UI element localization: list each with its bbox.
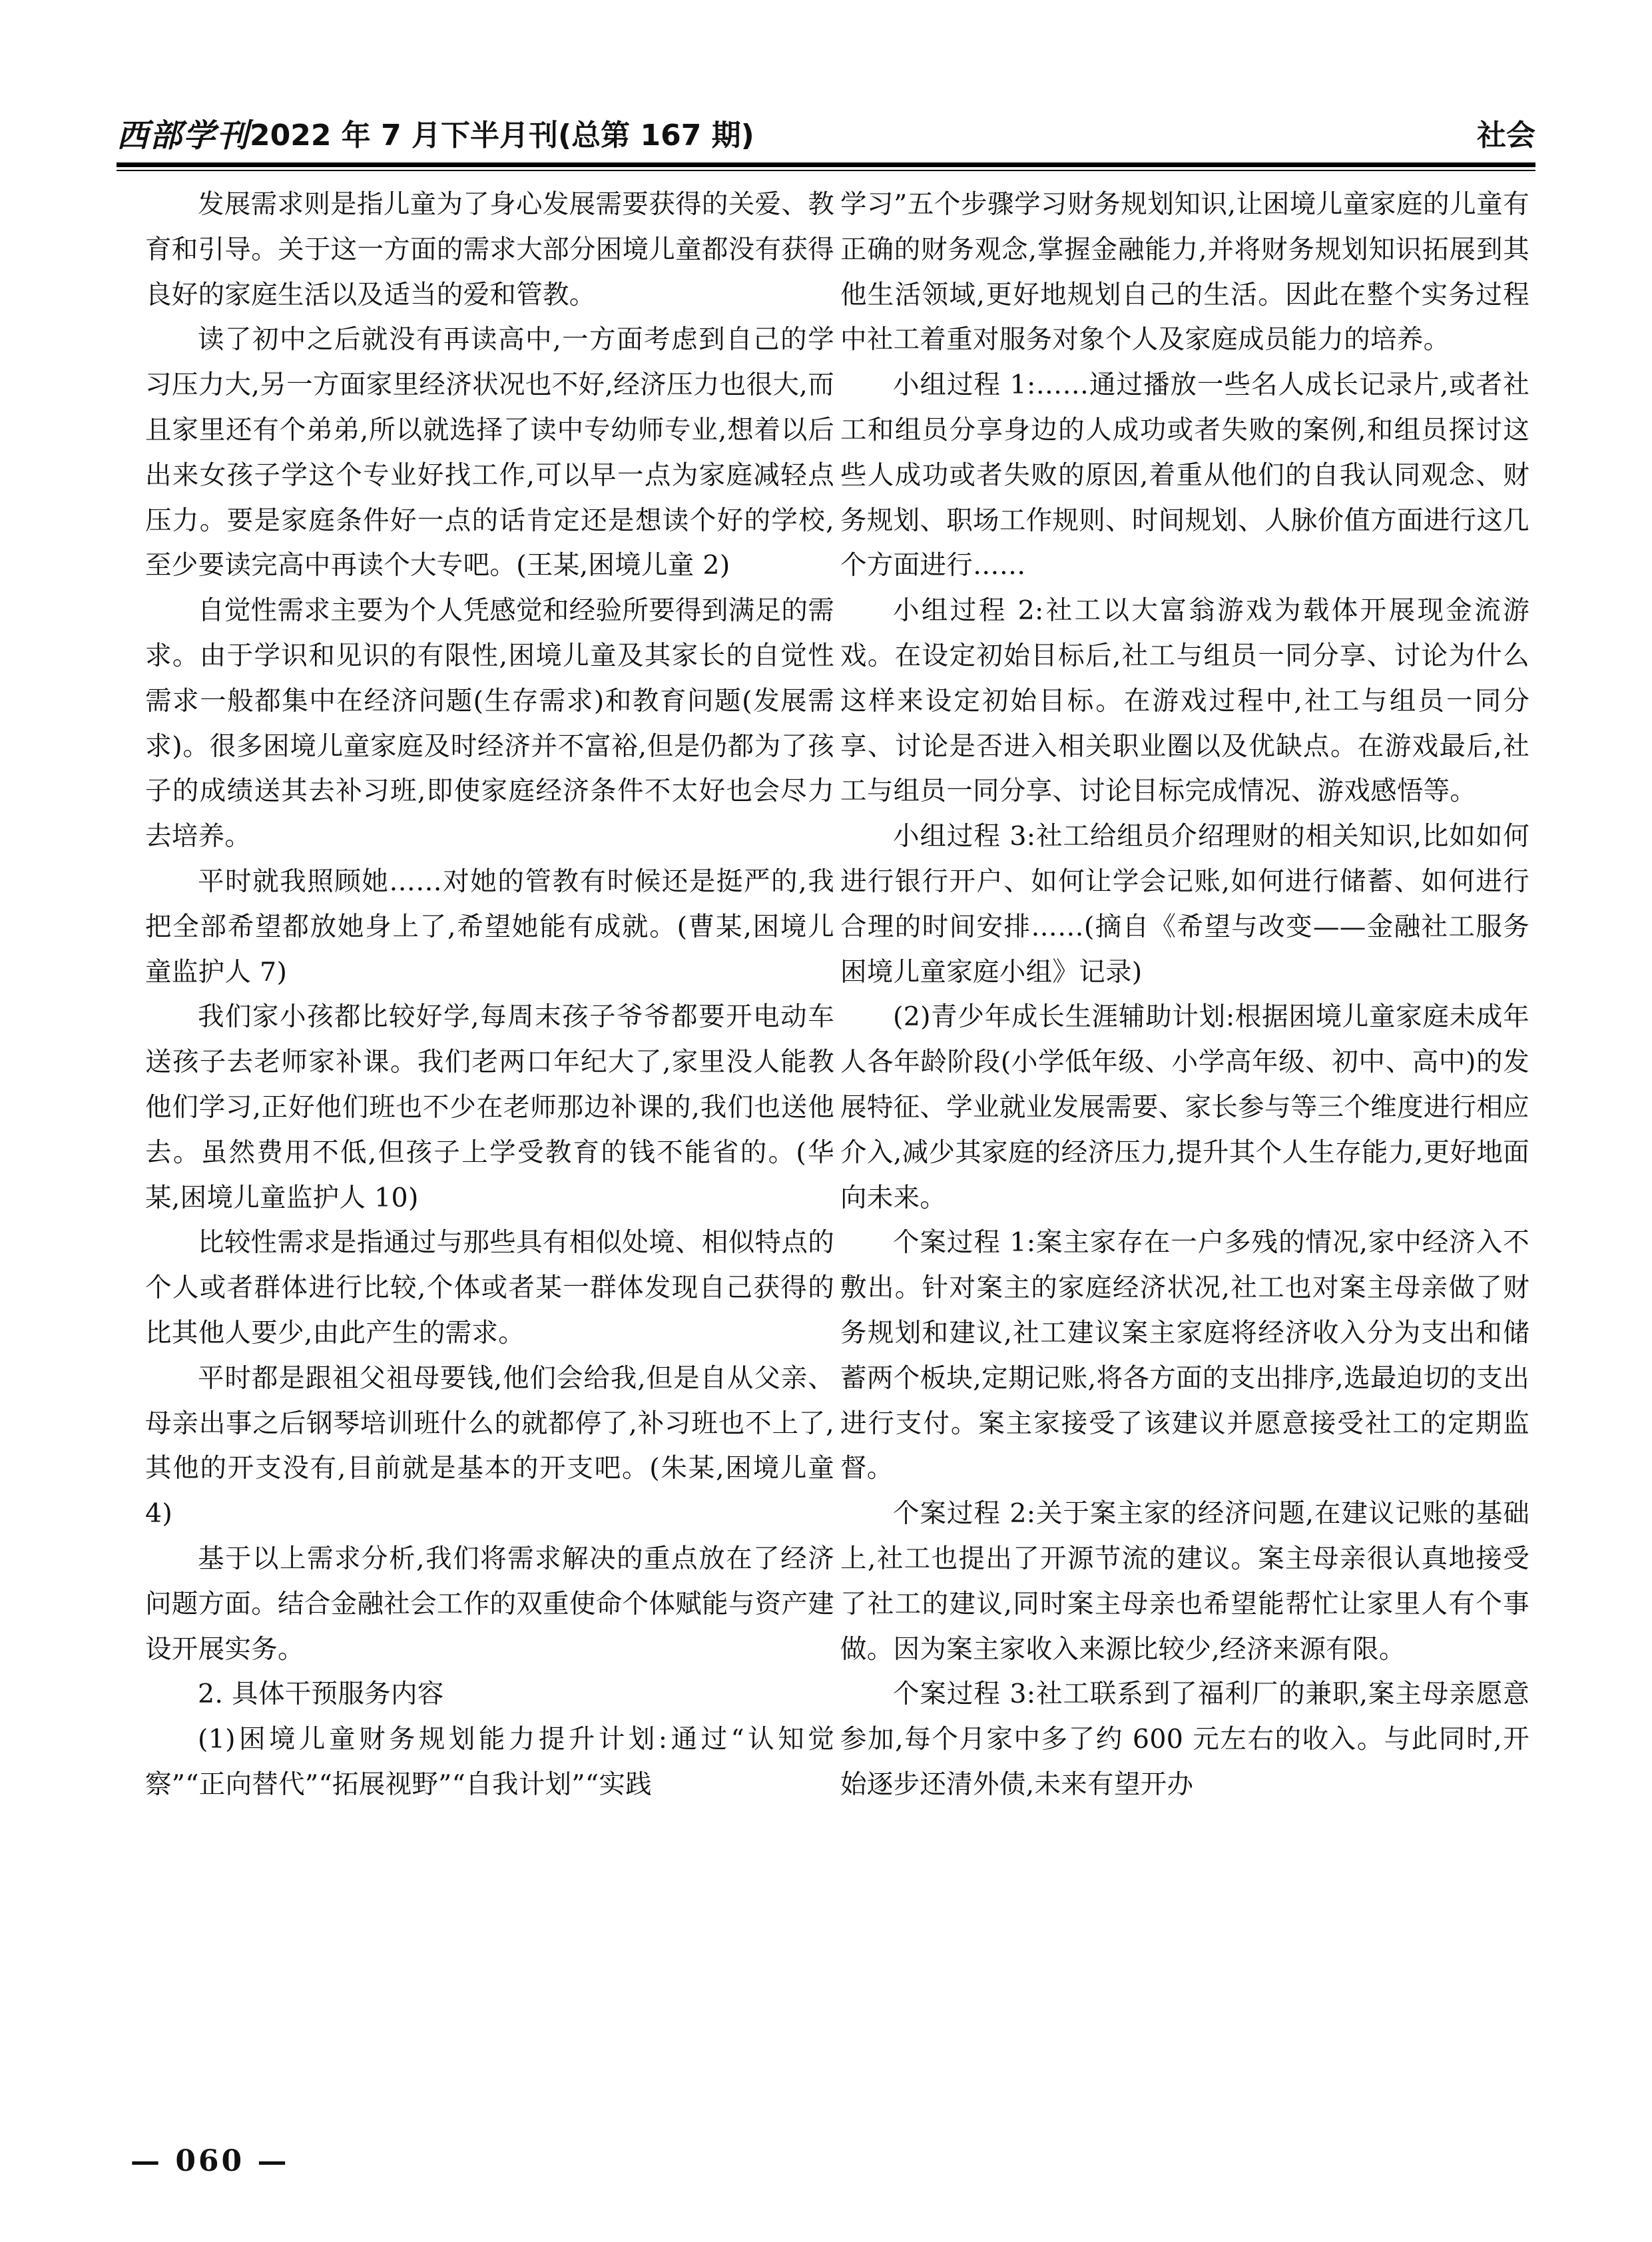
journal-issue: 2022 年 7 月下半月刊(总第 167 期) xyxy=(250,119,754,152)
journal-logo: 西部学刊 xyxy=(117,117,250,154)
group-record: 小组过程 1:……通过播放一些名人成长记录片,或者社工和组员分享身边的人成功或者失败的案例,和组员探讨这些人成功或者失败的原因,着重从他们的自我认同观念、财务规划、职场工作规则、时间规划、人脉价值方面进行这几个方面进行…… xyxy=(840,370,1529,581)
group-record: 小组过程 3:社工给组员介绍理财的相关知识,比如如何进行银行开户、如何让学会记账,如何进行储蓄、如何进行合理的时间安排……(摘自《希望与改变——金融社工服务困境儿童家庭小组》记录) xyxy=(840,821,1529,987)
case-record: 个案过程 2:关于案主家的经济问题,在建议记账的基础上,社工也提出了开源节流的建议。案主母亲很认真地接受了社工的建议,同时案主母亲也希望能帮忙让家里人有个事做。因为案主家收入来源比较少,经济来源有限。 xyxy=(840,1498,1529,1665)
case-record: 个案过程 1:案主家存在一户多残的情况,家中经济入不敷出。针对案主的家庭经济状况,社工也对案主母亲做了财务规划和建议,社工建议案主家庭将经济收入分为支出和储蓄两个板块,定期记账,将各方面的支出排序,选最迫切的支出进行支付。案主家接受了该建议并愿意接受社工的定期监督。 xyxy=(840,1227,1529,1484)
paragraph-continued: 学习”五个步骤学习财务规划知识,让困境儿童家庭的儿童有正确的财务观念,掌握金融能力,并将财务规划知识拓展到其他生活领域,更好地规划自己的生活。因此在整个实务过程中社工着重对服务对象个人及家庭成员能力的培养。 xyxy=(840,189,1529,356)
page-number: — 060 — xyxy=(131,2144,290,2178)
paragraph: 比较性需求是指通过与那些具有相似处境、相似特点的个人或者群体进行比较,个体或者某一群体发现自己获得的比其他人要少,由此产生的需求。 xyxy=(145,1227,834,1348)
group-record: 小组过程 2:社工以大富翁游戏为载体开展现金流游戏。在设定初始目标后,社工与组员一同分享、讨论为什么这样来设定初始目标。在游戏过程中,社工与组员一同分享、讨论是否进入相关职业圈以及优缺点。在游戏最后,社工与组员一同分享、讨论目标完成情况、游戏感悟等。 xyxy=(840,595,1529,807)
paragraph: 基于以上需求分析,我们将需求解决的重点放在了经济问题方面。结合金融社会工作的双重使命个体赋能与资产建设开展实务。 xyxy=(145,1543,834,1665)
paragraph: (2)青少年成长生涯辅助计划:根据困境儿童家庭未成年人各年龄阶段(小学低年级、小学高年级、初中、高中)的发展特征、学业就业发展需要、家长参与等三个维度进行相应介入,减少其家庭的经济压力,提升其个人生存能力,更好地面向未来。 xyxy=(840,1001,1529,1213)
left-column xyxy=(145,182,834,1808)
right-column xyxy=(840,182,1529,1808)
header-rule-thick xyxy=(117,162,1535,167)
case-record: 个案过程 3:社工联系到了福利厂的兼职,案主母亲愿意参加,每个月家中多了约 600 元左右的收入。与此同时,开始逐步还清外债,未来有望开办 xyxy=(840,1679,1529,1800)
interview-quote: 我们家小孩都比较好学,每周末孩子爷爷都要开电动车送孩子去老师家补课。我们老两口年纪大了,家里没人能教他们学习,正好他们班也不少在老师那边补课的,我们也送他去。虽然费用不低,但孩子上学受教育的钱不能省的。(华某,困境儿童监护人 10) xyxy=(145,1001,834,1213)
page-header xyxy=(117,113,1535,160)
interview-quote: 读了初中之后就没有再读高中,一方面考虑到自己的学习压力大,另一方面家里经济状况也不好,经济压力也很大,而且家里还有个弟弟,所以就选择了读中专幼师专业,想着以后出来女孩子学这个专业好找工作,可以早一点为家庭减轻点压力。要是家庭条件好一点的话肯定还是想读个好的学校,至少要读完高中再读个大专吧。(王某,困境儿童 2) xyxy=(145,324,834,581)
section-label: 社会 xyxy=(1477,119,1535,152)
header-rule-thin xyxy=(117,170,1535,171)
paragraph: 自觉性需求主要为个人凭感觉和经验所要得到满足的需求。由于学识和见识的有限性,困境儿童及其家长的自觉性需求一般都集中在经济问题(生存需求)和教育问题(发展需求)。很多困境儿童家庭及时经济并不富裕,但是仍都为了孩子的成绩送其去补习班,即使家庭经济条件不太好也会尽力去培养。 xyxy=(145,595,834,852)
interview-quote: 平时就我照顾她……对她的管教有时候还是挺严的,我把全部希望都放她身上了,希望她能有成就。(曹某,困境儿童监护人 7) xyxy=(145,866,834,987)
interview-quote: 平时都是跟祖父祖母要钱,他们会给我,但是自从父亲、母亲出事之后钢琴培训班什么的就都停了,补习班也不上了,其他的开支没有,目前就是基本的开支吧。(朱某,困境儿童 4) xyxy=(145,1362,834,1530)
paragraph: 发展需求则是指儿童为了身心发展需要获得的关爱、教育和引导。关于这一方面的需求大部分困境儿童都没有获得良好的家庭生活以及适当的爱和管教。 xyxy=(145,189,834,310)
paragraph: (1)困境儿童财务规划能力提升计划:通过“认知觉察”“正向替代”“拓展视野”“自我计划”“实践 xyxy=(145,1724,834,1800)
section-heading: 2. 具体干预服务内容 xyxy=(198,1679,444,1710)
